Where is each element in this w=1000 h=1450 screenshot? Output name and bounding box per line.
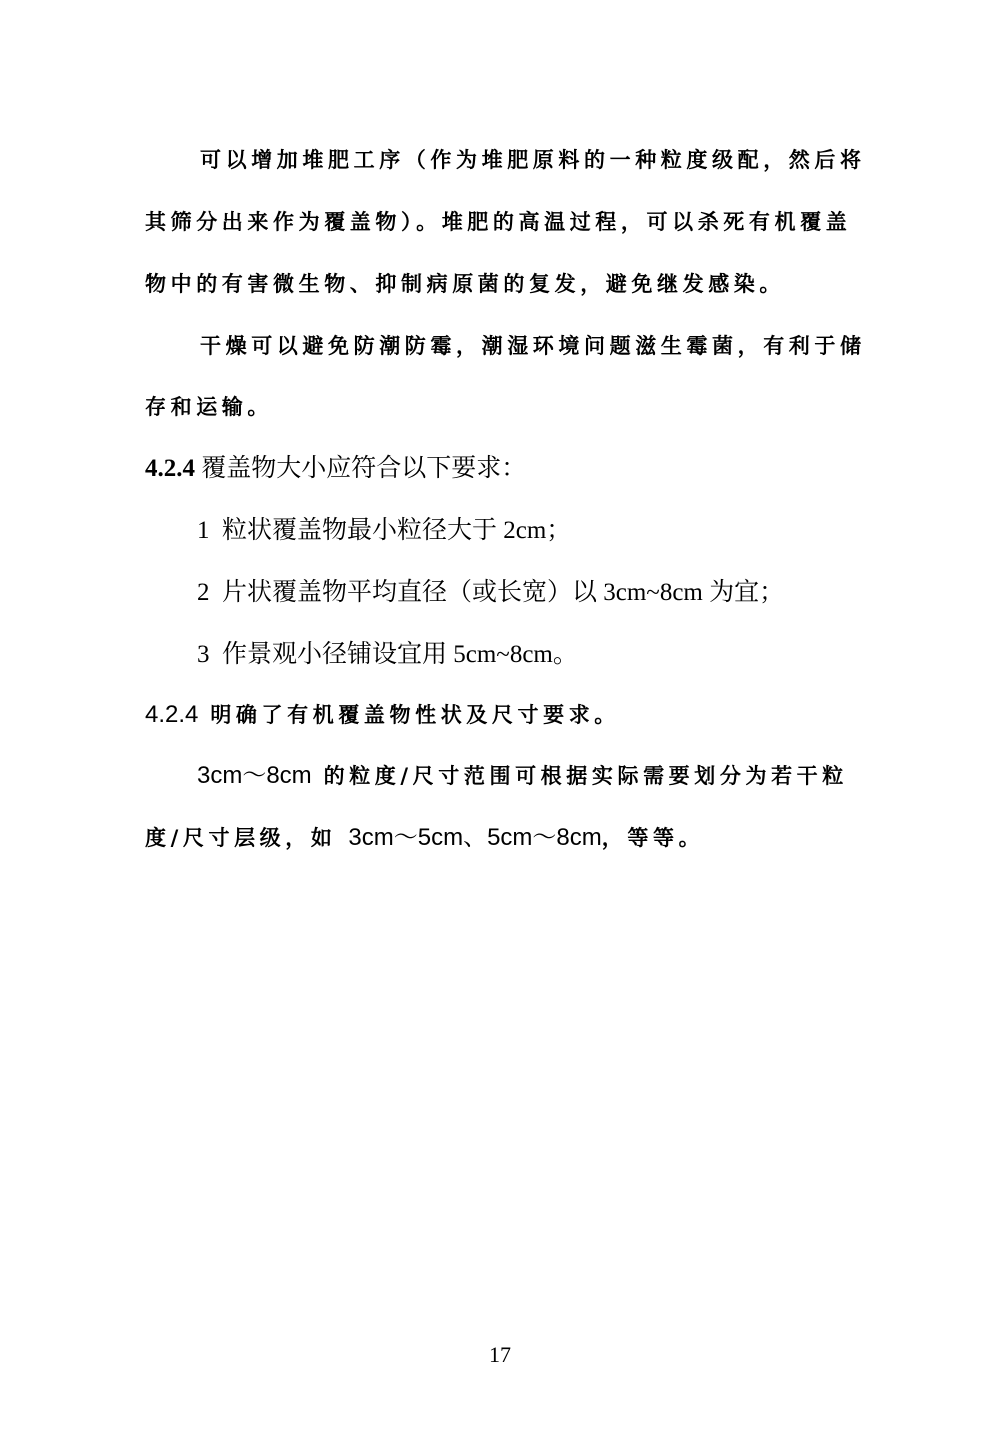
explanation-line [145, 826, 704, 850]
clause-item-text: 片状覆盖物平均直径（或长宽）以 3cm~8cm 为宜； [222, 579, 785, 606]
clause-item-text: 粒状覆盖物最小粒径大于 2cm； [222, 517, 572, 544]
clause-item-number: 2 [197, 579, 210, 606]
rationale-line: 可以增加堆肥工序（作为堆肥原料的一种粒度级配，然后将 [200, 148, 866, 172]
clause-item-number: 3 [197, 641, 210, 668]
clause-item-text: 作景观小径铺设宜用 5cm~8cm。 [222, 641, 578, 668]
explanation-line [197, 764, 848, 788]
clause-item [197, 580, 784, 605]
rationale-line: 其筛分出来作为覆盖物）。堆肥的高温过程，可以杀死有机覆盖 [145, 210, 852, 234]
clause-item [197, 518, 571, 543]
rationale-line: 物中的有害微生物、抑制病原菌的复发，避免继发感染。 [145, 272, 785, 296]
explanation-number: 4.2.4 [145, 701, 199, 728]
explanation-text: 的粒度/尺寸范围可根据实际需要划分为若干粒 [323, 764, 848, 788]
clause-heading [145, 456, 526, 481]
size-range: 3cm～5cm、5cm～8cm [348, 824, 602, 851]
rationale-line: 干燥可以避免防潮防霉，潮湿环境问题滋生霉菌，有利于储 [200, 334, 866, 358]
clause-number: 4.2.4 [145, 455, 195, 482]
page-number: 17 [489, 1342, 511, 1367]
explanation-text: ，等等。 [601, 826, 705, 850]
rationale-line: 存和运输。 [145, 395, 273, 419]
explanation-text: 度/尺寸层级，如 [145, 826, 337, 850]
explanation-title: 明确了有机覆盖物性状及尺寸要求。 [210, 703, 620, 727]
size-range: 3cm～8cm [197, 762, 312, 789]
clause-item-number: 1 [197, 517, 210, 544]
clause-item [197, 642, 578, 667]
clause-title: 覆盖物大小应符合以下要求： [201, 455, 527, 482]
explanation-heading [145, 703, 620, 727]
